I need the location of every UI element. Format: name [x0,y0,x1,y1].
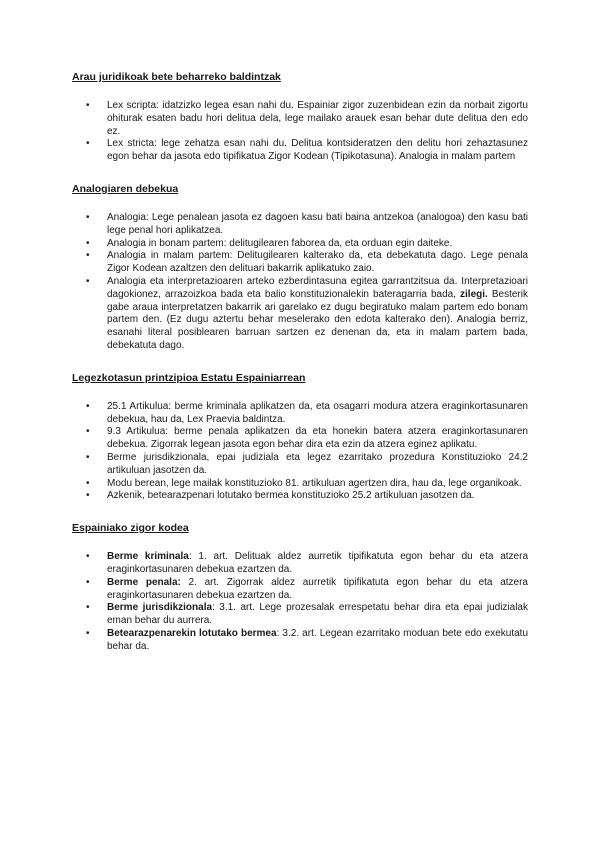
list-item: • Betearazpenarekin lotutako bermea: 3.2. art. Legean ezarritako moduan bete edo exekutatu behar da. [72,628,528,654]
list-item: • Berme jurisdikzionala: 3.1. art. Lege prozesalak errespetatu behar dira eta epai judizialak eman behar du aurrera. [72,602,528,628]
list-item: • Lex stricta: lege zehatza esan nahi du. Delitua kontsideratzen den delitu hori zehaztasunez egon behar da jasota edo tipifikatua Zigor Kodean (Tipikotasuna). Analogia in malam partem [72,138,528,164]
section-legezkotasun-printzipioa [72,371,528,503]
section-analogiaren-debekua [72,182,528,353]
bold-term: Betearazpenarekin lotutako bermea [107,627,277,639]
list-item: • Analogia: Lege penalean jasota ez dagoen kasu bati baina antzekoa (analogoa) den kasu bati lege penal hori aplikatzea. [72,212,528,238]
list-item: • Berme jurisdikzionala, epai judiziala eta legez ezarritako prozedura Konstituzioko 24.2 artikuluan jasotzen da. [72,452,528,478]
list-item: • Modu berean, lege mailak konstituzioko 81. artikuluan agertzen dira, hau da, lege organikoak. [72,478,528,491]
list-item: • 25.1 Artikulua: berme kriminala aplikatzen da, eta osagarri modura atzera eraginkortasunaren debekua, hau da, Lex Praevia baldintza. [72,401,528,427]
bullet-list [72,212,528,353]
bold-term: zilegi. [460,288,488,300]
list-item: • Berme kriminala: 1. art. Delituak aldez aurretik tipifikatuta egon behar du eta atzera eraginkortasunaren debekua ezartzen da. [72,551,528,577]
bullet-list [72,551,528,653]
bullet-list [72,100,528,164]
section-heading: Arau juridikoak bete beharreko baldintzak [72,71,281,83]
list-item: • Analogia eta interpretazioaren arteko ezberdintasuna egitea garrantzitsua da. Interpretazioari dagokionez, arrazoizkoa bada eta balio konstituzionalekin bateragarria bada, zilegi. Besterik gabe araua interpretatzen bakarrik ari garelako ez dugu begiratuko malam partem edo bonam partem den. (Ez dugu aztertu behar meselerako den edota kalterako den). Analogia berriz, esanahi literal posiblearen barruan sartzen ez denenan da, eta in malam partem bada, debekatuta dago. [72,276,528,353]
list-item: • Berme penala: 2. art. Zigorrak aldez aurretik tipifikatuta egon behar du eta atzera eraginkortasunaren debekua ezartzen da. [72,577,528,603]
list-item: • 9.3 Artikulua: berme penala aplikatzen da eta honekin batera atzera eraginkortasunaren debekua. Zigorrak legean jasota egon behar dira eta ezin da atzera eginez aplikatu. [72,426,528,452]
section-heading: Legezkotasun printzipioa Estatu Espainiarrean [72,371,306,384]
bold-term: Berme jurisdikzionala [107,602,213,614]
section-heading: Analogiaren debekua [72,182,179,195]
list-item: • Azkenik, betearazpenari lotutako bermea konstituzioko 25.2 artikuluan jasotzen da. [72,490,528,503]
section-espainiako-zigor-kodea [72,521,528,653]
section-arau-juridikoak [72,70,528,164]
list-item: • Analogia in bonam partem: delitugilearen faborea da, eta orduan egin daiteke. [72,238,528,251]
bold-term: Berme kriminala [107,551,189,563]
bullet-list [72,401,528,503]
bold-term: Berme penala: [107,576,181,588]
list-item: • Analogia in malam partem: Delitugilearen kalterako da, eta debekatuta dago. Lege penala Zigor Kodean azaltzen den delituari bakarrik aplikatuko zaio. [72,250,528,276]
list-item: • Lex scripta: idatzizko legea esan nahi du. Espainiar zigor zuzenbidean ezin da norbait zigortu ohiturak esaten badu hori delitua dela, lege mailako arauek esan behar dute delitua den edo ez. [72,100,528,138]
section-heading: Espainiako zigor kodea [72,522,189,535]
document-page [72,70,528,672]
